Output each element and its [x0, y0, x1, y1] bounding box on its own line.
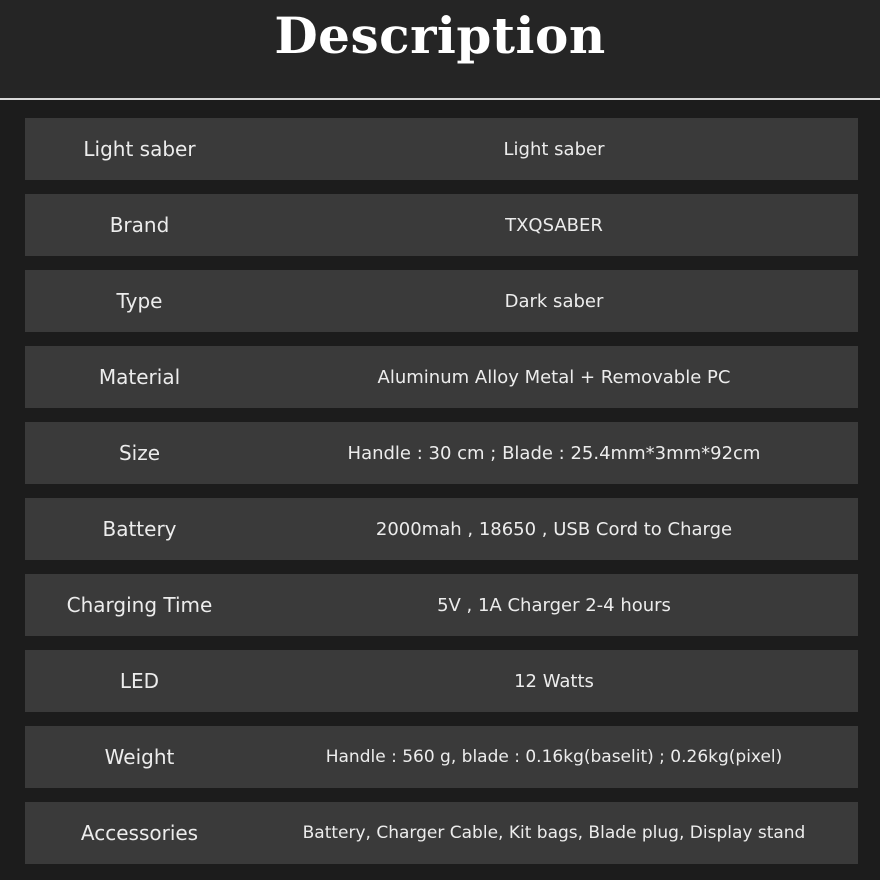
- spec-row-light-saber: [25, 118, 858, 180]
- spec-value: 12 Watts: [514, 670, 594, 692]
- spec-value: Battery, Charger Cable, Kit bags, Blade plug, Display stand: [302, 823, 806, 843]
- spec-label: Weight: [104, 745, 175, 769]
- spec-row-size: [25, 422, 858, 484]
- spec-value: Dark saber: [504, 290, 604, 312]
- spec-row-weight: [25, 726, 858, 788]
- spec-label: Type: [116, 289, 163, 313]
- spec-value: Aluminum Alloy Metal + Removable PC: [377, 366, 731, 388]
- spec-value: Handle : 30 cm ; Blade : 25.4mm*3mm*92cm: [347, 442, 761, 464]
- spec-value: Handle : 560 g, blade : 0.16kg(baselit) ; 0.26kg(pixel): [325, 747, 783, 767]
- spec-row-type: [25, 270, 858, 332]
- spec-row-battery: [25, 498, 858, 560]
- spec-value: TXQSABER: [505, 214, 603, 236]
- spec-label: Accessories: [80, 821, 199, 845]
- spec-row-led: [25, 650, 858, 712]
- spec-label: Light saber: [83, 137, 196, 161]
- spec-value: Light saber: [503, 138, 605, 160]
- spec-label: Brand: [109, 213, 170, 237]
- header: [0, 0, 880, 100]
- spec-label: Battery: [102, 517, 177, 541]
- spec-label: Size: [118, 441, 161, 465]
- spec-row-charging-time: [25, 574, 858, 636]
- spec-table: [25, 118, 858, 878]
- spec-label: Charging Time: [66, 593, 213, 617]
- spec-row-accessories: [25, 802, 858, 864]
- spec-value: 2000mah , 18650 , USB Cord to Charge: [375, 518, 733, 540]
- spec-row-brand: [25, 194, 858, 256]
- page-title: Description: [274, 6, 606, 65]
- spec-label: Material: [98, 365, 181, 389]
- spec-label: LED: [119, 669, 160, 693]
- spec-row-material: [25, 346, 858, 408]
- spec-value: 5V , 1A Charger 2-4 hours: [437, 594, 671, 616]
